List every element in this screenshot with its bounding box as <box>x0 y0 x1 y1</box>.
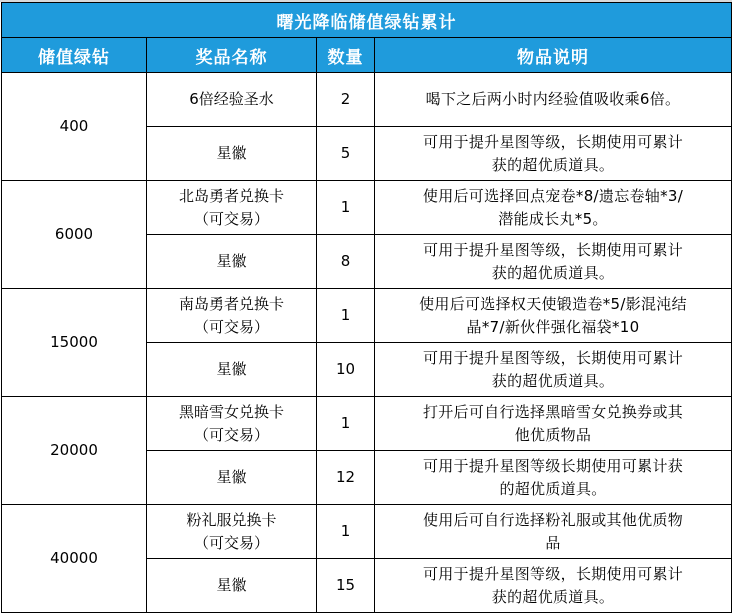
description-cell <box>375 559 732 613</box>
tier-amount-cell: 15000 <box>2 289 147 397</box>
prize-name-cell <box>147 73 317 127</box>
prize-name-line: 星徽 <box>216 144 247 162</box>
quantity-cell: 1 <box>317 181 375 235</box>
description-cell <box>375 127 732 181</box>
tier-amount-cell: 6000 <box>2 181 147 289</box>
description-cell <box>375 235 732 289</box>
description-cell <box>375 451 732 505</box>
description-line: 喝下之后两小时内经验值吸收乘6倍。 <box>425 90 681 108</box>
prize-name-cell <box>147 343 317 397</box>
header-qty: 数量 <box>317 38 375 73</box>
prize-name-line: 6倍经验圣水 <box>189 90 274 108</box>
prize-name-cell <box>147 289 317 343</box>
description-line: 使用后可选择权天使锻造卷*5/影混沌结 <box>419 294 687 313</box>
description-line: 品 <box>545 533 561 552</box>
prize-name-cell <box>147 451 317 505</box>
prize-name-line: 星徽 <box>216 468 247 486</box>
table-row <box>2 181 732 235</box>
quantity-cell: 1 <box>317 289 375 343</box>
description-cell <box>375 289 732 343</box>
description-line: 可用于提升星图等级，长期使用可累计 <box>422 240 684 259</box>
description-cell <box>375 181 732 235</box>
title-row <box>2 3 732 38</box>
header-desc: 物品说明 <box>375 38 732 73</box>
description-line: 晶*7/新伙伴强化福袋*10 <box>466 317 640 336</box>
header-row <box>2 38 732 73</box>
quantity-cell: 5 <box>317 127 375 181</box>
description-line: 可用于提升星图等级，长期使用可累计 <box>422 564 684 583</box>
description-cell <box>375 343 732 397</box>
table-row <box>2 397 732 451</box>
prize-name-line: 南岛勇者兑换卡 <box>178 294 284 313</box>
description-line: 可用于提升星图等级，长期使用可累计 <box>422 348 684 367</box>
description-line: 使用后可选择回点宠卷*8/遗忘卷轴*3/ <box>422 186 684 205</box>
description-line: 获的超优质道具。 <box>491 155 615 174</box>
quantity-cell: 12 <box>317 451 375 505</box>
prize-name-line: （可交易） <box>193 533 269 552</box>
prize-name-cell <box>147 505 317 559</box>
prize-name-cell <box>147 559 317 613</box>
reward-table <box>1 2 732 613</box>
prize-name-cell <box>147 397 317 451</box>
prize-name-line: （可交易） <box>193 209 269 228</box>
prize-name-line: 星徽 <box>216 576 247 594</box>
tier-amount-cell: 40000 <box>2 505 147 613</box>
prize-name-cell <box>147 127 317 181</box>
table-row <box>2 289 732 343</box>
quantity-cell: 8 <box>317 235 375 289</box>
description-line: 打开后可自行选择黑暗雪女兑换券或其 <box>422 402 684 421</box>
prize-name-line: 北岛勇者兑换卡 <box>178 186 284 205</box>
prize-name-line: （可交易） <box>193 317 269 336</box>
table-body <box>2 73 732 613</box>
prize-name-line: 星徽 <box>216 252 247 270</box>
prize-name-line: 黑暗雪女兑换卡 <box>178 402 284 421</box>
prize-name-cell <box>147 235 317 289</box>
description-line: 可用于提升星图等级长期使用可累计获 <box>422 456 684 475</box>
quantity-cell: 15 <box>317 559 375 613</box>
quantity-cell: 10 <box>317 343 375 397</box>
table-title: 曙光降临储值绿钻累计 <box>2 3 732 38</box>
table-row <box>2 505 732 559</box>
table-row <box>2 73 732 127</box>
prize-name-line: （可交易） <box>193 425 269 444</box>
description-cell <box>375 73 732 127</box>
prize-name-line: 粉礼服兑换卡 <box>186 510 277 529</box>
quantity-cell: 1 <box>317 397 375 451</box>
description-cell <box>375 505 732 559</box>
tier-amount-cell: 20000 <box>2 397 147 505</box>
description-line: 潜能成长丸*5。 <box>498 209 608 228</box>
description-line: 获的超优质道具。 <box>491 371 615 390</box>
prize-name-line: 星徽 <box>216 360 247 378</box>
quantity-cell: 2 <box>317 73 375 127</box>
description-line: 可用于提升星图等级，长期使用可累计 <box>422 132 684 151</box>
header-tier: 储值绿钻 <box>2 38 147 73</box>
tier-amount-cell: 400 <box>2 73 147 181</box>
description-line: 他优质物品 <box>514 425 592 444</box>
prize-name-cell <box>147 181 317 235</box>
description-line: 使用后可自行选择粉礼服或其他优质物 <box>422 510 684 529</box>
quantity-cell: 1 <box>317 505 375 559</box>
description-line: 的超优质道具。 <box>499 479 607 498</box>
description-line: 获的超优质道具。 <box>491 587 615 606</box>
description-line: 获的超优质道具。 <box>491 263 615 282</box>
header-name: 奖品名称 <box>147 38 317 73</box>
description-cell <box>375 397 732 451</box>
